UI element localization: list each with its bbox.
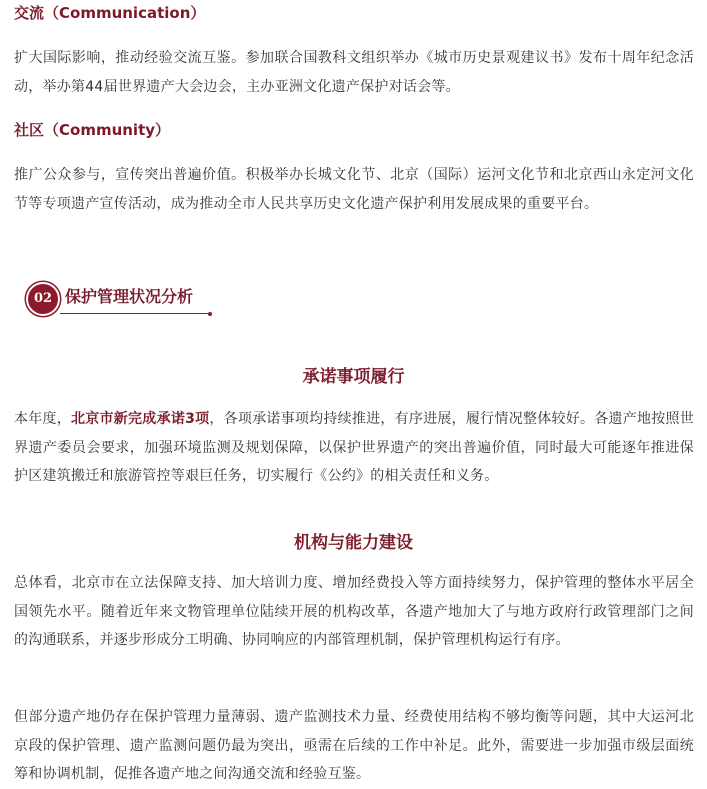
capacity-paragraph-2: 但部分遗产地仍存在保护管理力量薄弱、遗产监测技术力量、经费使用结构不够均衡等问题，其中大运河北京段的保护管理、遗产监测问题仍最为突出，亟需在后续的工作中补足。此外，需要进一步加强市级层面统筹和协调机制，促推各遗产地之间沟通交流和经验互鉴。: [14, 709, 694, 782]
capacity-paragraph-1: 总体看，北京市在立法保障支持、加大培训力度、增加经费投入等方面持续努力，保护管理的整体水平居全国领先水平。随着近年来文物管理单位陆续开展的机构改革，各遗产地加大了与地方政府行政管理部门之间的沟通联系，并逐步形成分工明确、协同响应的内部管理机制，保护管理机构运行有序。: [14, 575, 694, 648]
capacity-title: 机构与能力建设: [294, 533, 413, 553]
section-title: 保护管理状况分析: [65, 287, 194, 306]
section-underline-dot: [208, 312, 212, 316]
commitments-paragraph: [14, 405, 694, 491]
commitments-text-rest: ，各项承诺事项均持续推进，有序进展，履行情况整体较好。各遗产地按照世界遗产委员会要求，加强环境监测及规划保障，以保护世界遗产的突出普遍价值，同时最大可能逐年推进保护区建筑搬迁和旅游管控等艰巨任务，切实履行《公约》的相关责任和义务。: [14, 411, 695, 484]
community-heading: 社区（Community）: [14, 121, 171, 139]
section-title-block: [26, 282, 226, 318]
section-underline: [60, 313, 210, 314]
communication-heading: 交流（Communication）: [14, 4, 206, 22]
commitments-highlight: 北京市新完成承诺3项: [71, 411, 210, 427]
section-number-badge: 02: [26, 282, 60, 316]
community-paragraph: 推广公众参与，宣传突出普遍价值。积极举办长城文化节、北京（国际）运河文化节和北京西山永定河文化节等专项遗产宣传活动，成为推动全市人民共享历史文化遗产保护利用发展成果的重要平台。: [14, 167, 694, 212]
commitments-title: 承诺事项履行: [302, 367, 405, 387]
communication-paragraph: 扩大国际影响，推动经验交流互鉴。参加联合国教科文组织举办《城市历史景观建议书》发布十周年纪念活动，举办第44届世界遗产大会边会，主办亚洲文化遗产保护对话会等。: [14, 50, 694, 95]
commitments-text-start: 本年度，: [14, 411, 72, 427]
